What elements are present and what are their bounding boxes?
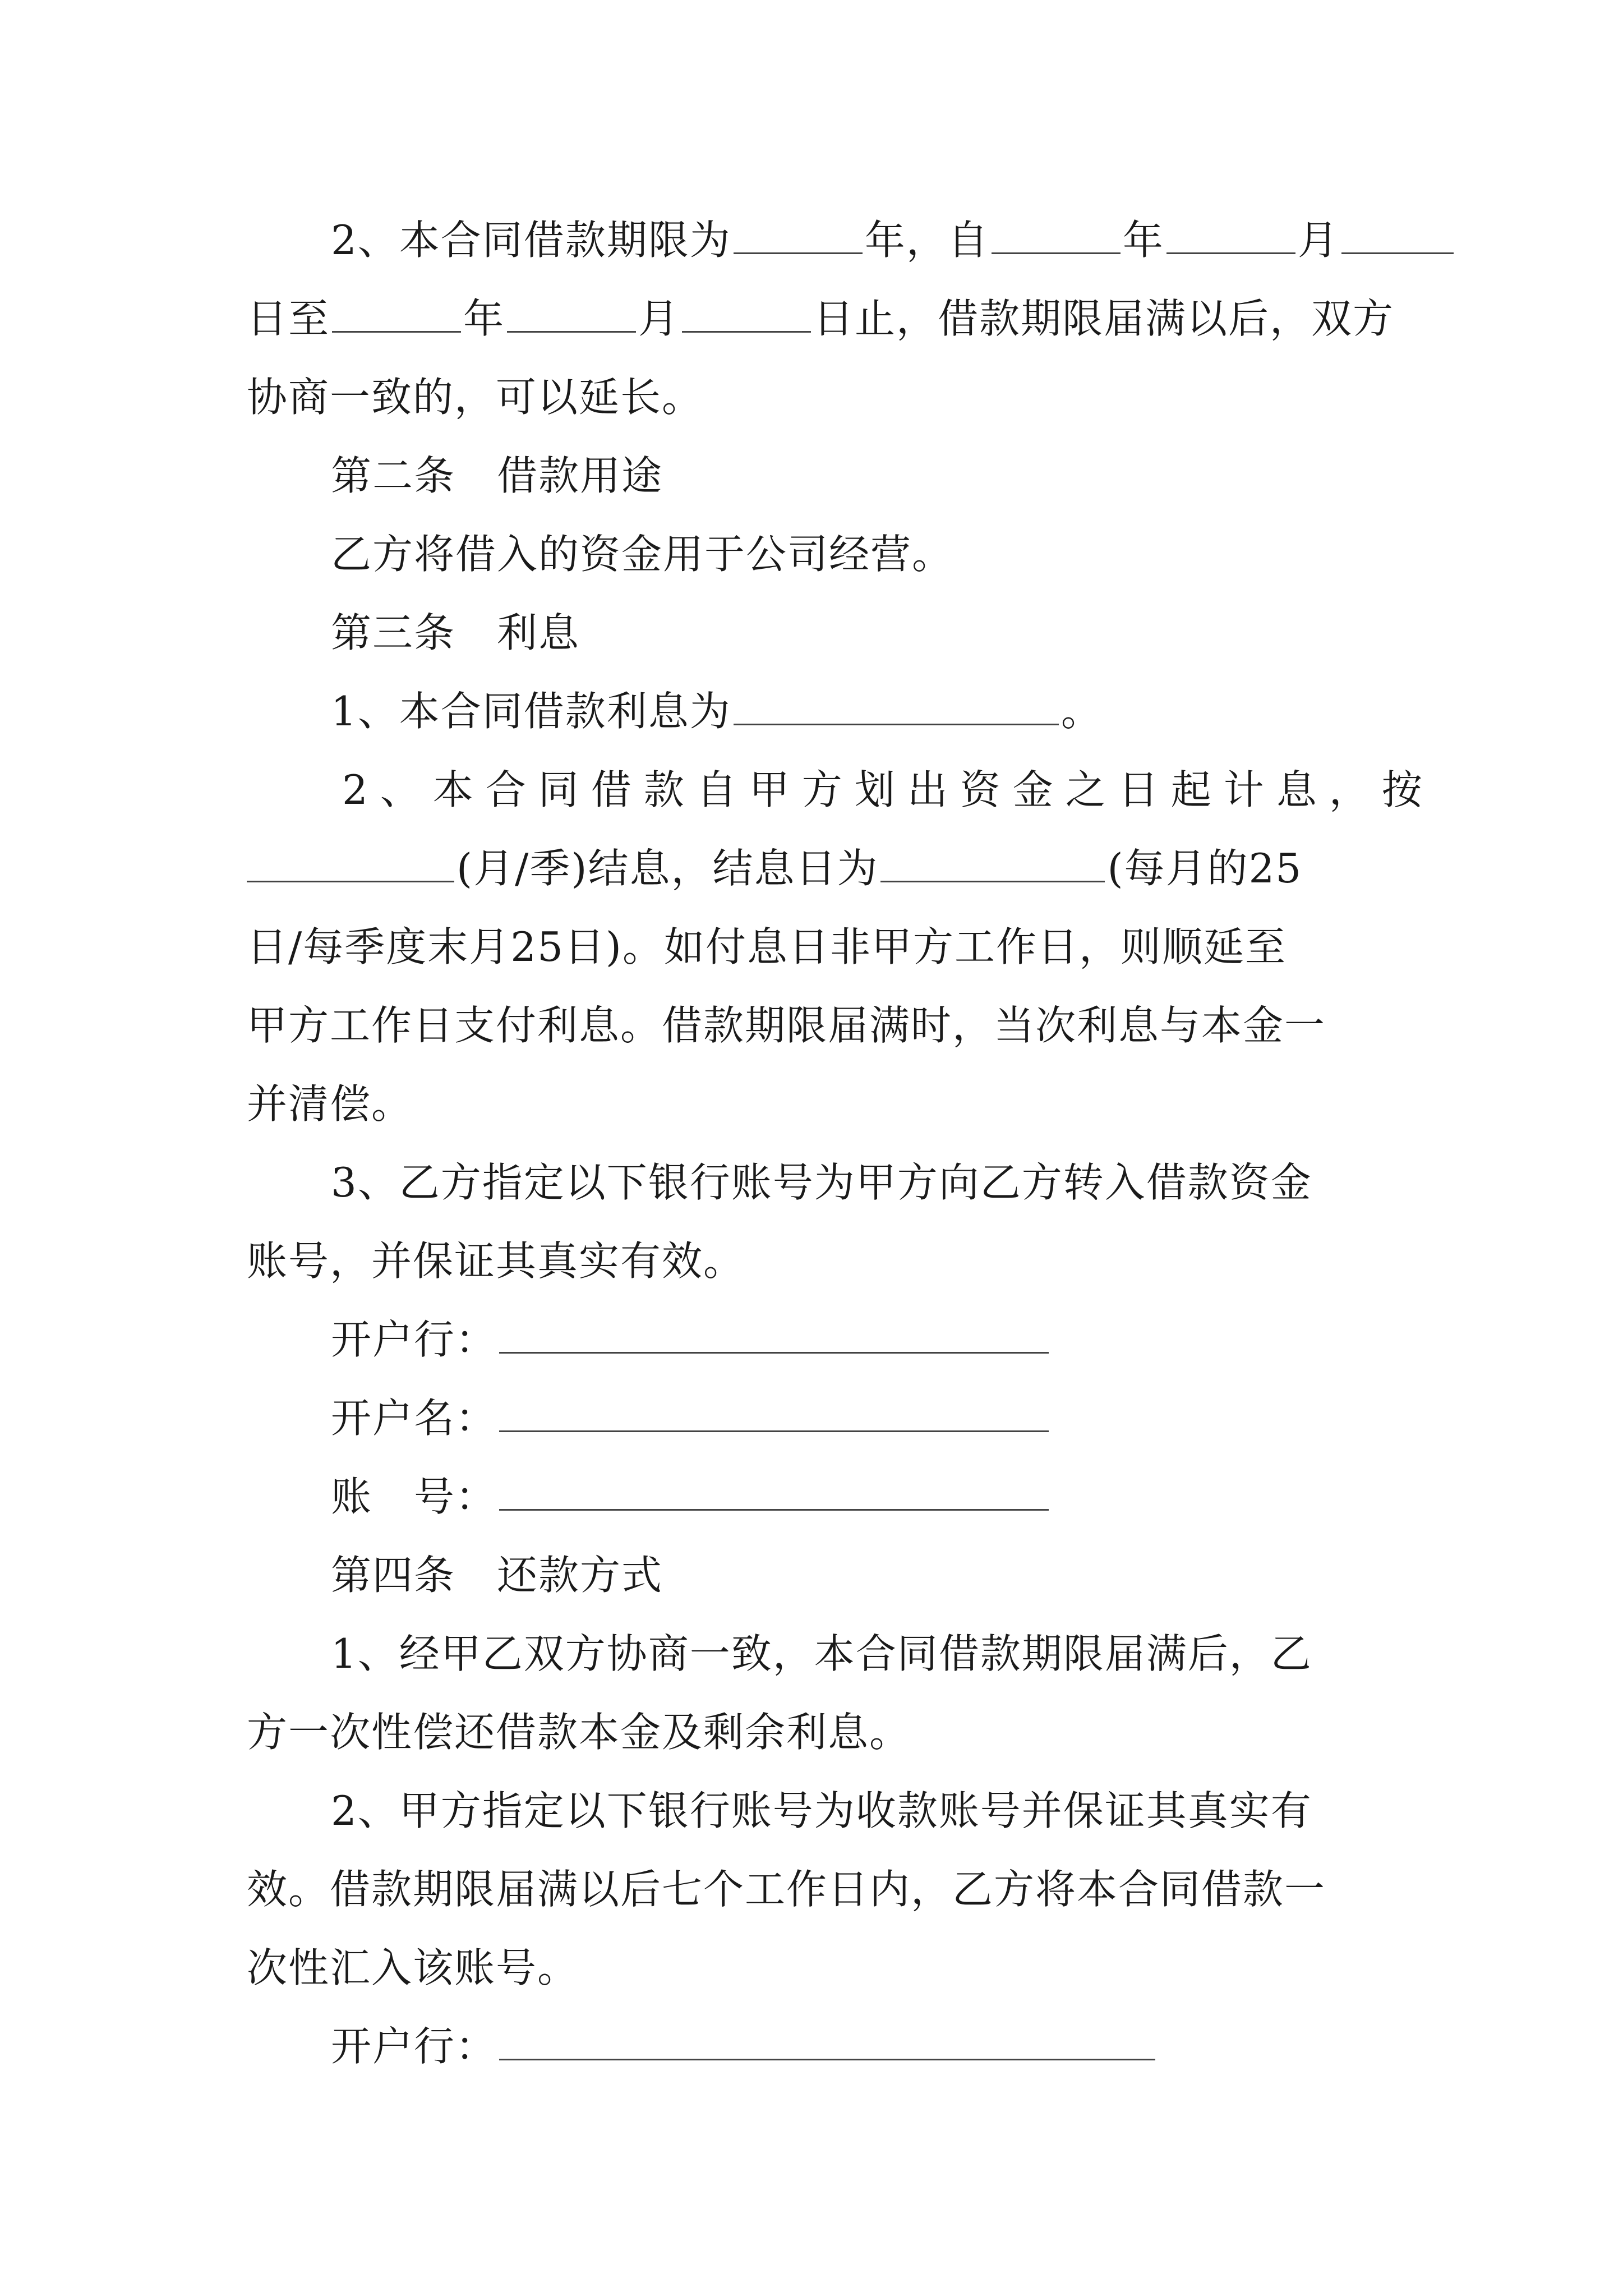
blank-end-month (507, 292, 636, 333)
blank-settle-period (247, 841, 454, 882)
text-segment: 月 (1297, 217, 1339, 264)
clause-interest-rate (331, 684, 1103, 738)
clause-interest-calc-line-4: 甲方工作日支付利息。借款期限届满时，当次利息与本金一 (247, 1002, 1326, 1049)
field-label: 开户行： (331, 1316, 497, 1363)
clause-repayment-line-1: 1、经甲乙双方协商一致，本合同借款期限届满后，乙 (331, 1630, 1312, 1677)
clause-interest-calc-line-1: 2、本合同借款自甲方划出资金之日起计息，按 (342, 766, 1435, 813)
text-segment: 1、本合同借款利息为 (331, 688, 731, 735)
blank-end-year (332, 292, 461, 333)
blank-borrower-account-name (499, 1391, 1049, 1432)
clause-borrower-account-line-2: 账号，并保证其真实有效。 (247, 1237, 745, 1285)
text-segment: (月/季)结息，结息日为 (457, 845, 879, 892)
clause-loan-term-line-1 (331, 213, 1456, 267)
blank-start-month (1166, 213, 1295, 254)
clause-lender-account-line-3: 次性汇入该账号。 (247, 1944, 579, 1991)
field-label: 账 号： (331, 1473, 497, 1520)
text-segment: 日至 (247, 295, 330, 342)
blank-end-day (682, 292, 811, 333)
article-4-heading: 第四条 还款方式 (331, 1552, 663, 1599)
text-segment: 年 (463, 295, 505, 342)
clause-loan-term-line-3: 协商一致的，可以延长。 (247, 374, 704, 421)
text-segment: 日止，借款期限届满以后，双方 (813, 295, 1395, 342)
article-2-heading: 第二条 借款用途 (331, 452, 663, 499)
clause-loan-term-line-2 (247, 292, 1394, 346)
text-segment: 年 (1122, 217, 1164, 264)
blank-lender-bank (499, 2019, 1155, 2060)
borrower-account-name-field (331, 1391, 1051, 1445)
clause-interest-calc-line-5: 并清偿。 (247, 1080, 413, 1128)
article-3-heading: 第三条 利息 (331, 609, 580, 656)
text-segment: 2、本合同借款期限为 (331, 217, 731, 264)
clause-lender-account-line-1: 2、甲方指定以下银行账号为收款账号并保证其真实有 (331, 1787, 1312, 1834)
blank-settle-day (880, 841, 1105, 882)
text-segment: 月 (638, 295, 680, 342)
borrower-account-number-field (331, 1470, 1051, 1524)
blank-years (734, 213, 863, 254)
blank-start-year (992, 213, 1121, 254)
field-label: 开户名： (331, 1395, 497, 1442)
borrower-bank-field (331, 1313, 1051, 1366)
blank-interest-rate (734, 684, 1059, 725)
clause-repayment-line-2: 方一次性偿还借款本金及剩余利息。 (247, 1709, 911, 1756)
clause-interest-calc-line-2 (247, 841, 1302, 895)
clause-interest-calc-line-3: 日/每季度末月25日)。如付息日非甲方工作日，则顺延至 (247, 923, 1287, 970)
clause-lender-account-line-2: 效。借款期限届满以后七个工作日内，乙方将本合同借款一 (247, 1866, 1326, 1913)
text-segment: 。 (1061, 688, 1103, 735)
blank-borrower-account-number (499, 1470, 1049, 1511)
text-segment: 年，自 (864, 217, 989, 264)
blank-borrower-bank (499, 1313, 1049, 1354)
lender-bank-field (331, 2019, 1158, 2073)
clause-borrower-account-line-1: 3、乙方指定以下银行账号为甲方向乙方转入借款资金 (331, 1159, 1312, 1206)
text-segment: (每月的25 (1107, 845, 1303, 892)
blank-start-day (1341, 213, 1454, 254)
article-2-body: 乙方将借入的资金用于公司经营。 (331, 531, 954, 578)
field-label: 开户行： (331, 2023, 497, 2070)
